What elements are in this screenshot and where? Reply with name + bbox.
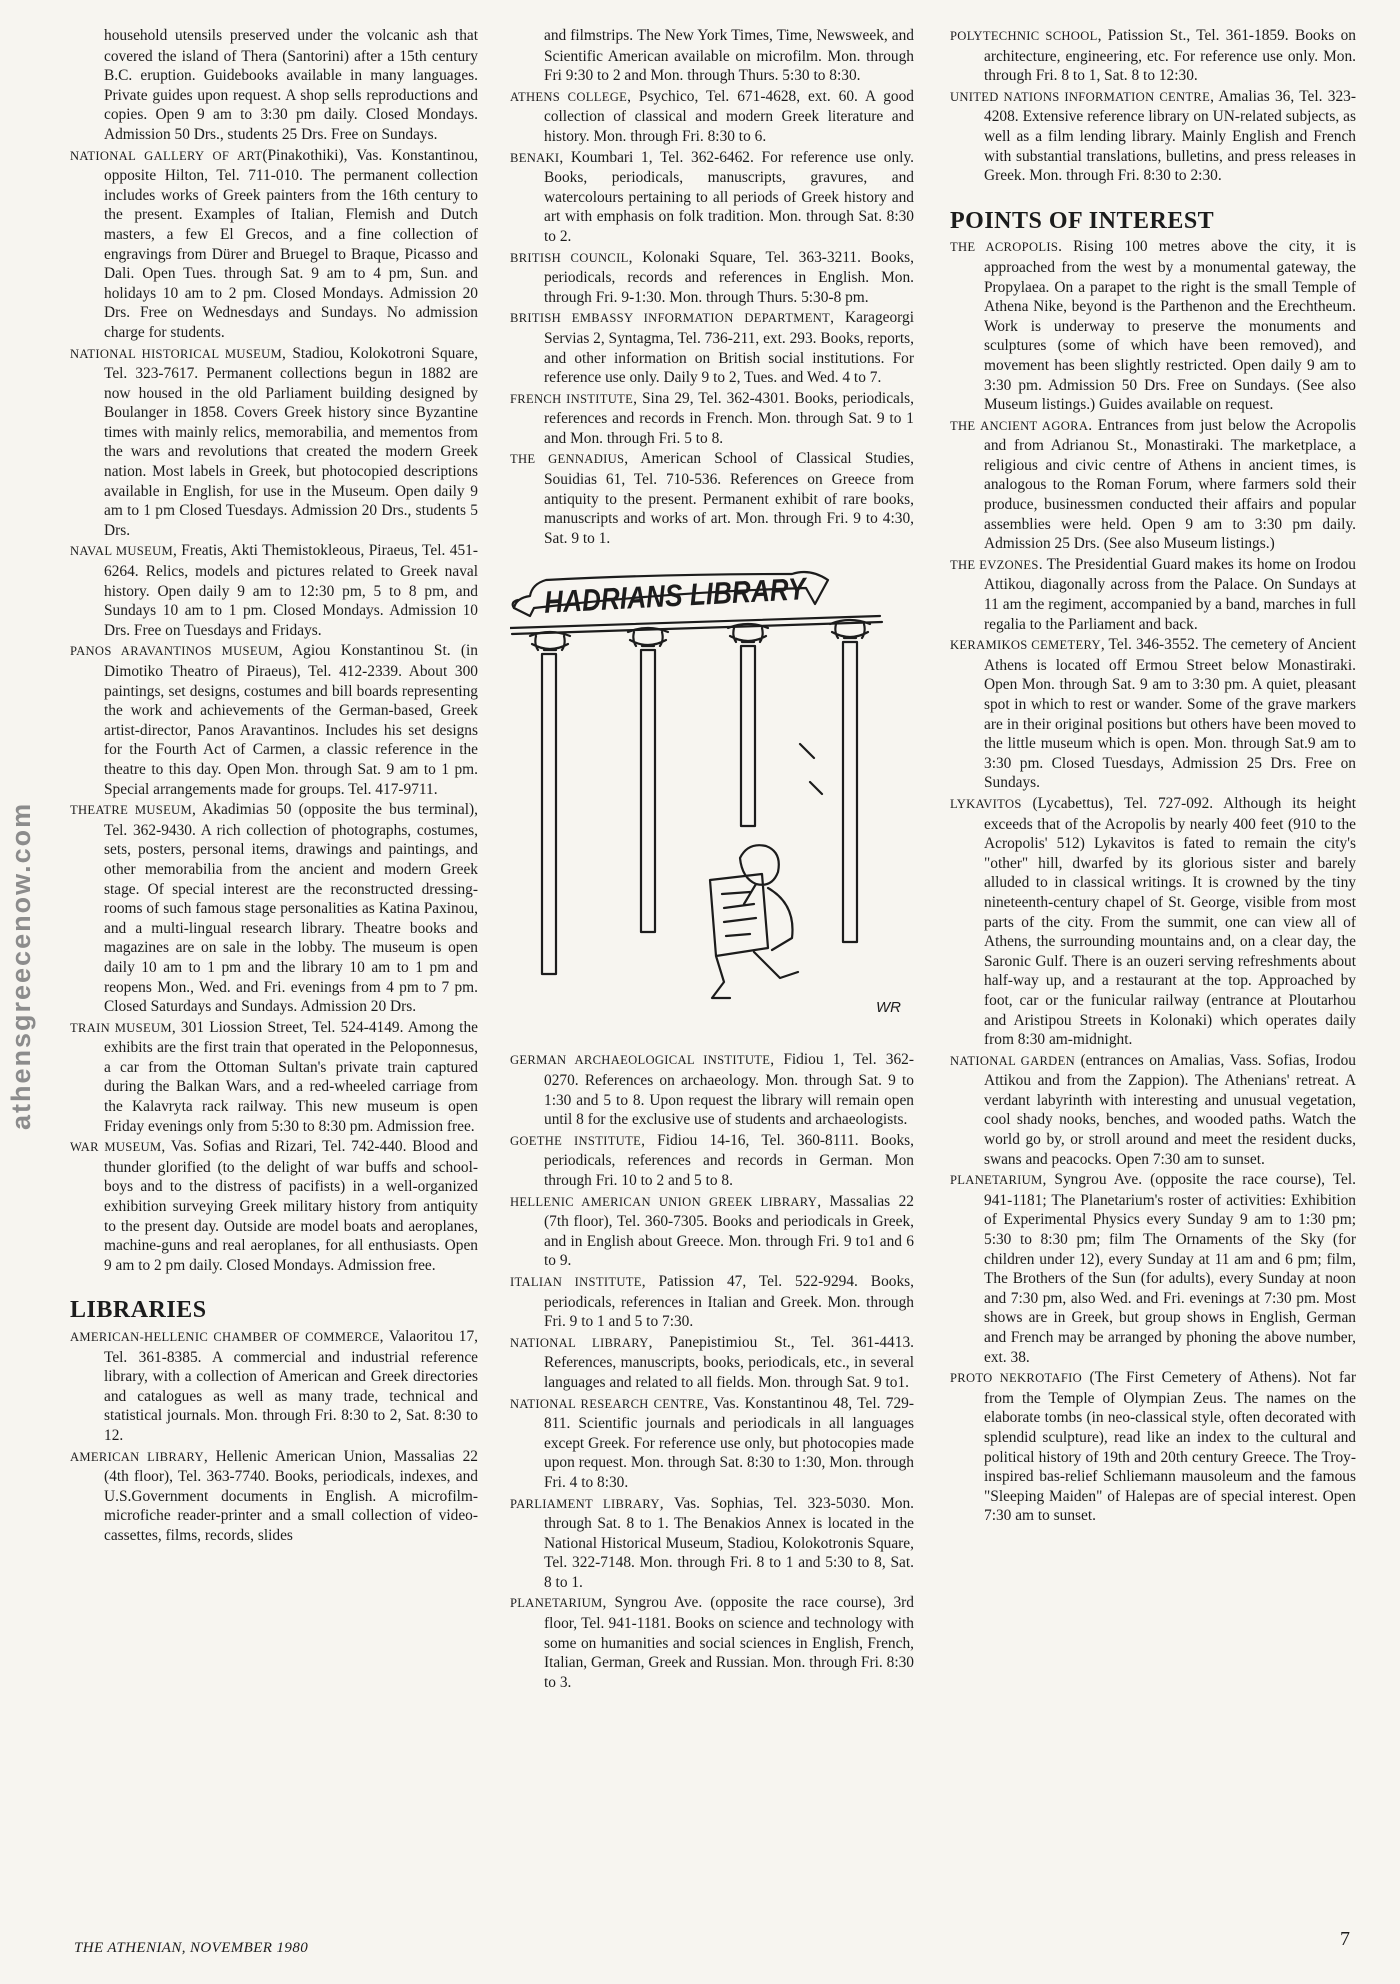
entry-text: , Tel. 346-3552. The cemetery of Ancient Athens is located off Ermou Street below Monastiraki. Open Mon. through Sat. 9 am to 3:30 pm. A quiet, pleasant spot in which to rest or wander. Some of the grave markers are in their original positions but others have been moved to the little museum which is open. Mon. through Sat.9 am to 3:30 pm. Closed Tuesdays, Admission 25 Drs. Free on Sundays. xyxy=(984,636,1356,792)
entry-text: , Kolonaki Square, Tel. 363-3211. Books, periodicals, records and references in English. Mon. through Fri. 9-1:30. Mon. through Thurs. 5:30-8 pm. xyxy=(544,248,914,306)
entry-text: (Lycabettus), Tel. 727-092. Although its height exceeds that of the Acropolis by nearly 400 feet (910 to the Acropolis' 512) Lykavitos is fated to remain the city's "other" hill, dwarfed by its glorious sister and barely alluded to in classical writings. It is crowned by the tiny nineteenth-century chapel of St. George, visible from most parts of the city. From the summit, one can view all of Athens, the surrounding mountains and, on a clear day, the Saronic Gulf. There is an ouzeri serving refreshments about half-way up, and a restaurant at the top. Approached by foot, car or the funicular railway (entrance at Ploutarhou and Aristipou Streets in Kolonaki) which operates daily from 8:30 am-midnight. xyxy=(984,794,1356,1049)
walking-man xyxy=(710,846,798,999)
list-item xyxy=(510,1192,914,1271)
list-item xyxy=(70,1137,478,1275)
entry-name: NAVAL MUSEUM xyxy=(70,544,173,559)
entry-name: AMERICAN LIBRARY xyxy=(70,1449,204,1464)
entry-name: AMERICAN-HELLENIC CHAMBER OF COMMERCE xyxy=(70,1330,380,1344)
entry-text: . Rising 100 metres above the city, it is approached from the west by a monumental gateway, the Propylaea. On a parapet to the right is the small Temple of Athena Nike, beyond is the Parthenon and the Erechtheum. Work is underway to preserve the monuments and sculptures (some of which have been removed), and movement has been slightly restricted. Open daily 9 am to 3:30 pm. Admission 50 Drs. Free on Sundays. (See also Museum listings.) Guides available on request. xyxy=(984,238,1356,414)
entry-text: , Massalias 22 (7th floor), Tel. 360-7305. Books and periodicals in Greek, and in English about Greece. Mon. through Fri. 9 to1 and 6 to 9. xyxy=(544,1192,914,1270)
entry-name: LYKAVITOS xyxy=(950,796,1022,811)
list-item xyxy=(510,1131,914,1191)
column-shaft-3 xyxy=(741,646,755,826)
list-item xyxy=(950,635,1356,793)
entry-text: , Vas. Sofias and Rizari, Tel. 742-440. Blood and thunder glorified (to the delight of war buffs and school-boys and to the distress of pacifists) in a well-organized exhibition surveying Greek military history from antiquity to the present day. Outside are model boats and aeroplanes, machine-guns and real aeroplanes, for all enthusiasts. Open 9 am to 2 pm daily. Closed Mondays. Admission free. xyxy=(104,1138,478,1274)
list-item xyxy=(950,26,1356,86)
list-item xyxy=(510,1494,914,1593)
entry-name: ATHENS COLLEGE xyxy=(510,89,628,104)
entry-text: , 301 Liossion Street, Tel. 524-4149. Among the exhibits are the first train that operated in the Peloponnesus, a car from the Ottoman Sultan's private train captured during the Balkan Wars, and a red-wheeled carriage from the Kalavryta rack railway. This new museum is open Friday evenings only from 5:30 to 8:30 pm. Admission free. xyxy=(104,1018,478,1135)
entry-text: , Syngrou Ave. (opposite the race course), 3rd floor, Tel. 941-1181. Books on science and technology with some on humanities and social sciences in English, French, Italian, German, Greek and Russian. Mon. through Fri. 8:30 to 3. xyxy=(544,1594,914,1691)
cartoon-sign-text: HADRIANS LIBRARY xyxy=(543,569,854,621)
entry-text: , Vas. Sophias, Tel. 323-5030. Mon. through Sat. 8 to 1. The Benakios Annex is located in the National Historical Museum, Stadiou, Kolokotronis Square, Tel. 322-7148. Mon. through Fri. 8 to 1 and 5:30 to 8, Sat. 8 to 1. xyxy=(544,1494,914,1591)
libraries-list-3 xyxy=(950,26,1356,186)
entry-text: , Vas. Konstantinou 48, Tel. 729-811. Scientific journals and periodicals in all languages except Greek. For reference use only, but photocopies made upon request. Mon. through Sat. 8:30 to 1:30, Mon. through Fri. 4 to 8:30. xyxy=(544,1394,914,1491)
points-of-interest-list xyxy=(950,237,1356,1526)
column-capital-1 xyxy=(530,632,570,650)
entry-name: PANOS ARAVANTINOS MUSEUM xyxy=(70,644,279,659)
list-item xyxy=(70,541,478,640)
entry-name: NATIONAL HISTORICAL MUSEUM xyxy=(70,346,283,361)
entry-text: , Akadimias 50 (opposite the bus terminal), Tel. 362-9430. A rich collection of photographs, costumes, sets, posters, personal items, drawings and paintings, and other memorabilia from the ancient and modern Greek stage. Of special interest are the reconstructed dressing-rooms of such famous stage personalities as Katina Paxinou, and a multi-lingual research library. Theatre books and magazines are on sale in the lobby. The museum is open daily 10 am to 1 pm and the library 10 am to 1 pm and reopens Mon., Wed. and Fri. evenings from 4 pm to 7 pm. Closed Saturdays and Sundays. Admission 20 Drs. xyxy=(104,801,478,1016)
list-item xyxy=(510,1272,914,1332)
entry-text: , Sina 29, Tel. 362-4301. Books, periodicals, references and records in French. Mon. through Sat. 9 to 1 and Mon. through Fri. 5 to 8. xyxy=(544,389,914,447)
entry-text: , Agiou Konstantinou St. (in Dimotiko Theatro of Piraeus), Tel. 412-2339. About 300 paintings, set designs, costumes and bill boards representing the work and achievements of the German-based, Greek artist-director, Panos Aravantinos. Includes his set designs for the Fourth Act of Carmen, a classic reference in the theatre to this day. Open Mon. through Sat. 9 am to 1 pm. Special arrangements made for groups. Tel. 417-9711. xyxy=(104,642,478,798)
list-item xyxy=(510,308,914,387)
entry-name: BRITISH COUNCIL xyxy=(510,250,629,265)
entry-text: , Fidiou 1, Tel. 362-0270. References on archaeology. Mon. through Sat. 9 to 1:30 and 5 to 8. Upon request the library will remain open until 8 for the exclusive use of students and archaeologists. xyxy=(544,1051,914,1129)
entry-text: , Psychico, Tel. 671-4628, ext. 60. A good collection of classical and modern Greek literature and history. Mon. through Fri. 8:30 to 6. xyxy=(544,87,914,145)
entry-text: . Entrances from just below the Acropolis and from Adrianou St., Monastiraki. The marketplace, a religious and civic centre of Athens in ancient times, is analogous to the Roman Forum, where farmers sold their produce, businessmen conducted their affairs and popular assemblies were held. Open 9 am to 3:30 pm daily. Admission 25 Drs. (See also Museum listings.) xyxy=(984,416,1356,553)
libraries-list xyxy=(70,1327,478,1546)
list-item xyxy=(510,389,914,449)
column-1 xyxy=(70,26,478,1547)
list-item xyxy=(70,146,478,343)
column-shaft-1 xyxy=(542,654,556,974)
list-item xyxy=(950,416,1356,554)
libraries-list-2 xyxy=(510,1050,914,1692)
libraries-list-continued xyxy=(510,26,914,548)
list-item xyxy=(510,87,914,147)
list-item xyxy=(70,344,478,541)
page-number: 7 xyxy=(1340,1928,1350,1950)
entry-text: , Koumbari 1, Tel. 362-6462. For reference use only. Books, periodicals, manuscripts, gravures, and watercolours pertaining to all periods of Greek history and art with emphasis on folk tradition. Mon. through Sat. 8:30 to 2. xyxy=(544,148,914,245)
list-item xyxy=(70,1327,478,1446)
entry-text: , Valaoritou 17, Tel. 361-8385. A commercial and industrial reference library, with a collection of American and Greek directories and catalogues as well as many trade, technical and statistical journals. Mon. through Fri. 8:30 to 2, Sat. 8:30 to 12. xyxy=(104,1328,478,1444)
entry-text: , American School of Classical Studies, Souidias 61, Tel. 710-536. References on Greece from antiquity to the present. Permanent exhibit of rare books, manuscripts and works of art. Mon. through Fri. 9 to 4:30, Sat. 9 to 1. xyxy=(544,450,914,547)
entry-text: , Karageorgi Servias 2, Syntagma, Tel. 736-211, ext. 293. Books, reports, and other information on British social institutions. For reference use only. Daily 9 to 2, Tues. and Wed. 4 to 7. xyxy=(544,309,914,387)
entry-name: GERMAN ARCHAEOLOGICAL INSTITUTE xyxy=(510,1053,771,1068)
list-item xyxy=(70,800,478,1017)
entry-text: (Pinakothiki), Vas. Konstantinou, opposite Hilton, Tel. 711-010. The permanent collection includes works of Greek painters from the 16th century to the present. Examples of Italian, Flemish and Dutch masters, a few El Grecos, and a fine collection of engravings from Dürer and Bruegel to Braque, Picasso and Dali. Open Tues. through Sat. 9 am to 4 pm, Sun. and holidays 10 am to 2 pm. Closed Mondays. Admission 20 Drs. Free on Wednesdays and Sundays. No admission charge for students. xyxy=(104,146,478,341)
list-item xyxy=(510,148,914,247)
column-3 xyxy=(950,26,1356,1527)
list-item xyxy=(510,1394,914,1493)
entry-name: THE ANCIENT AGORA xyxy=(950,418,1089,433)
site-watermark: athensgreecenow.com xyxy=(6,801,36,1130)
hadrians-library-cartoon xyxy=(510,558,914,1040)
entry-text: , Stadiou, Kolokotroni Square, Tel. 323-7617. Permanent collections begun in 1882 are now housed in the old Parliament building designed by Boulanger in 1858. Covers Greek history since Byzantine times with mainly relics, memorabilia, and mementos from the wars and revolutions that created the modern Greek nation. Most labels in Greek, but photocopied descriptions available in English, for use in the Museum. Open daily 9 am to 1 pm Closed Tuesdays. Admission 20 Drs., students 5 Drs. xyxy=(104,344,479,539)
entry-name: NATIONAL RESEARCH CENTRE xyxy=(510,1396,705,1411)
entry-text: (entrances on Amalias, Vass. Sofias, Irodou Attikou and from the Zappion). The Athenians' retreat. A verdant labyrinth with interesting and unusual vegetation, cool shady nooks, benches, and wooded paths. Watch the world go by, or stroll around and meet the resident ducks, swans and peacocks. Open 7:30 am to sunset. xyxy=(984,1051,1357,1168)
list-item xyxy=(70,641,478,799)
entry-name: PLANETARIUM xyxy=(510,1596,603,1611)
entry-text: , Panepistimiou St., Tel. 361-4413. References, manuscripts, books, periodicals, etc., in several languages and related to all fields. Mon. through Sat. 9 to1. xyxy=(544,1333,914,1391)
entry-name: THE EVZONES xyxy=(950,557,1039,572)
list-item xyxy=(510,1593,914,1692)
list-item xyxy=(950,1051,1356,1170)
column-2 xyxy=(510,26,914,1693)
entry-name: NATIONAL GALLERY OF ART xyxy=(70,148,263,163)
entry-name: BRITISH EMBASSY INFORMATION DEPARTMENT xyxy=(510,311,831,326)
column-capital-2 xyxy=(628,628,668,646)
entry-name: ITALIAN INSTITUTE xyxy=(510,1274,642,1289)
list-item: and filmstrips. The New York Times, Time, Newsweek, and Scientific American available on microfilm. Mon. through Fri 9:30 to 2 and Mon. through Thurs. 5:30 to 8:30. xyxy=(544,27,914,85)
motion-marks xyxy=(800,744,822,794)
entry-name: NATIONAL GARDEN xyxy=(950,1053,1075,1068)
entry-name: HELLENIC AMERICAN UNION GREEK LIBRARY xyxy=(510,1194,818,1209)
section-heading-points-of-interest: POINTS OF INTEREST xyxy=(950,207,1215,234)
entry-name: THE GENNADIUS xyxy=(510,452,625,467)
list-item xyxy=(950,87,1356,186)
list-item xyxy=(510,248,914,308)
list-item xyxy=(510,449,914,548)
entry-text: , Hellenic American Union, Massalias 22 (4th floor), Tel. 363-7740. Books, periodicals, indexes, and U.S.Government documents in English. A microfilm-microfiche reader-printer and a small collection of video-cassettes, films, records, slides xyxy=(104,1447,478,1544)
column-shaft-4 xyxy=(843,642,857,942)
entry-name: GOETHE INSTITUTE xyxy=(510,1133,642,1148)
entry-text: , Patission St., Tel. 361-1859. Books on architecture, engineering, etc. For reference use only. Mon. through Fri. 8 to 1, Sat. 8 to 12:30. xyxy=(984,27,1356,85)
entry-name: WAR MUSEUM xyxy=(70,1140,162,1155)
list-item xyxy=(950,794,1356,1050)
museums-list-continued xyxy=(70,26,478,1275)
entry-text: , Amalias 36, Tel. 323-4208. Extensive reference library on UN-related subjects, as well as a film lending library. Mainly English and French with substantial translations, bulletins, and press releases in Greek. Mon. through Fri. 8:30 to 2:30. xyxy=(984,87,1356,185)
list-item xyxy=(510,1333,914,1393)
entry-name: UNITED NATIONS INFORMATION CENTRE xyxy=(950,89,1211,104)
list-item: household utensils preserved under the volcanic ash that covered the island of Thera (Santorini) after a 15th century B.C. eruption. Guidebooks available in many languages. Private guides upon request. A shop sells reproductions and copies. Open 9 am to 3:30 pm daily. Closed Mondays. Admission 50 Drs., students 25 Drs. Free on Sundays. xyxy=(104,27,478,143)
entry-text: (The First Cemetery of Athens). Not far from the Temple of Olympian Zeus. The names on the elaborate tombs (in neo-classical style, often decorated with splendid sculpture), read like an index to the cultural and political history of 19th and 20th century Greece. The Troy-inspired bas-relief Schliemann mausoleum and the famous "Sleeping Maiden" of Halepas are of special interest. Open 7:30 am to sunset. xyxy=(984,1369,1356,1525)
list-item xyxy=(950,1368,1356,1526)
section-heading-libraries: LIBRARIES xyxy=(70,1297,207,1324)
magazine-footer: THE ATHENIAN, NOVEMBER 1980 xyxy=(74,1940,309,1956)
entry-text: , Freatis, Akti Themistokleous, Piraeus, Tel. 451-6264. Relics, models and pictures related to Greek naval history. Open daily 9 am to 12:30 pm, 5 to 8 pm, and Sundays 10 am to 1 pm. Closed Mondays. Admission 10 Drs. Free on Tuesdays and Fridays. xyxy=(104,542,478,639)
entry-name: POLYTECHNIC SCHOOL xyxy=(950,29,1098,43)
artist-signature: WR xyxy=(876,999,901,1017)
list-item xyxy=(950,555,1356,634)
entry-text: , Patission 47, Tel. 522-9294. Books, periodicals, references in Italian and Greek. Mon. through Fri. 9 to 1 and 5 to 7:30. xyxy=(544,1272,914,1331)
entry-text: . The Presidential Guard makes its home on Irodou Attikou, diagonally across from the Palace. On Sundays at 11 am the regiment, accompanied by a band, marches in full regalia to the Parliament and back. xyxy=(984,555,1357,633)
entry-name: THE ACROPOLIS xyxy=(950,240,1059,255)
list-item xyxy=(510,1050,914,1129)
entry-name: BENAKI xyxy=(510,150,560,165)
entry-text: , Syngrou Ave. (opposite the race course), Tel. 941-1181; The Planetarium's roster of activities: Exhibition of Experimental Physics every Sunday 9 am to 1:30 pm; 5:30 to 8:30 pm; film The Ornaments of the Sky (for children under 12), every Sunday at 11 am and 6 pm; film, The Brothers of the Sun (for adults), every Sunday at noon and 7:30 pm, also Wed. and Fri. evenings at 7:30 pm. Most shows are in Greek, but group shows in English, German and French may be arranged by phoning the above number, ext. 38. xyxy=(984,1171,1356,1366)
entry-name: PROTO NEKROTAFIO xyxy=(950,1371,1083,1386)
entry-name: THEATRE MUSEUM xyxy=(70,803,192,818)
list-item xyxy=(70,1447,478,1546)
entry-name: NATIONAL LIBRARY xyxy=(510,1335,649,1350)
entry-name: FRENCH INSTITUTE xyxy=(510,391,634,406)
list-item xyxy=(70,1018,478,1137)
entry-name: PLANETARIUM xyxy=(950,1173,1043,1188)
list-item xyxy=(950,237,1356,414)
entry-name: TRAIN MUSEUM xyxy=(70,1020,172,1035)
entry-name: PARLIAMENT LIBRARY xyxy=(510,1496,660,1511)
list-item xyxy=(950,1170,1356,1367)
entry-name: KERAMIKOS CEMETERY xyxy=(950,638,1101,653)
entry-text: , Fidiou 14-16, Tel. 360-8111. Books, periodicals, references and records in German. Mon through Fri. 10 to 2 and 5 to 8. xyxy=(544,1131,914,1189)
column-shaft-2 xyxy=(641,650,655,932)
